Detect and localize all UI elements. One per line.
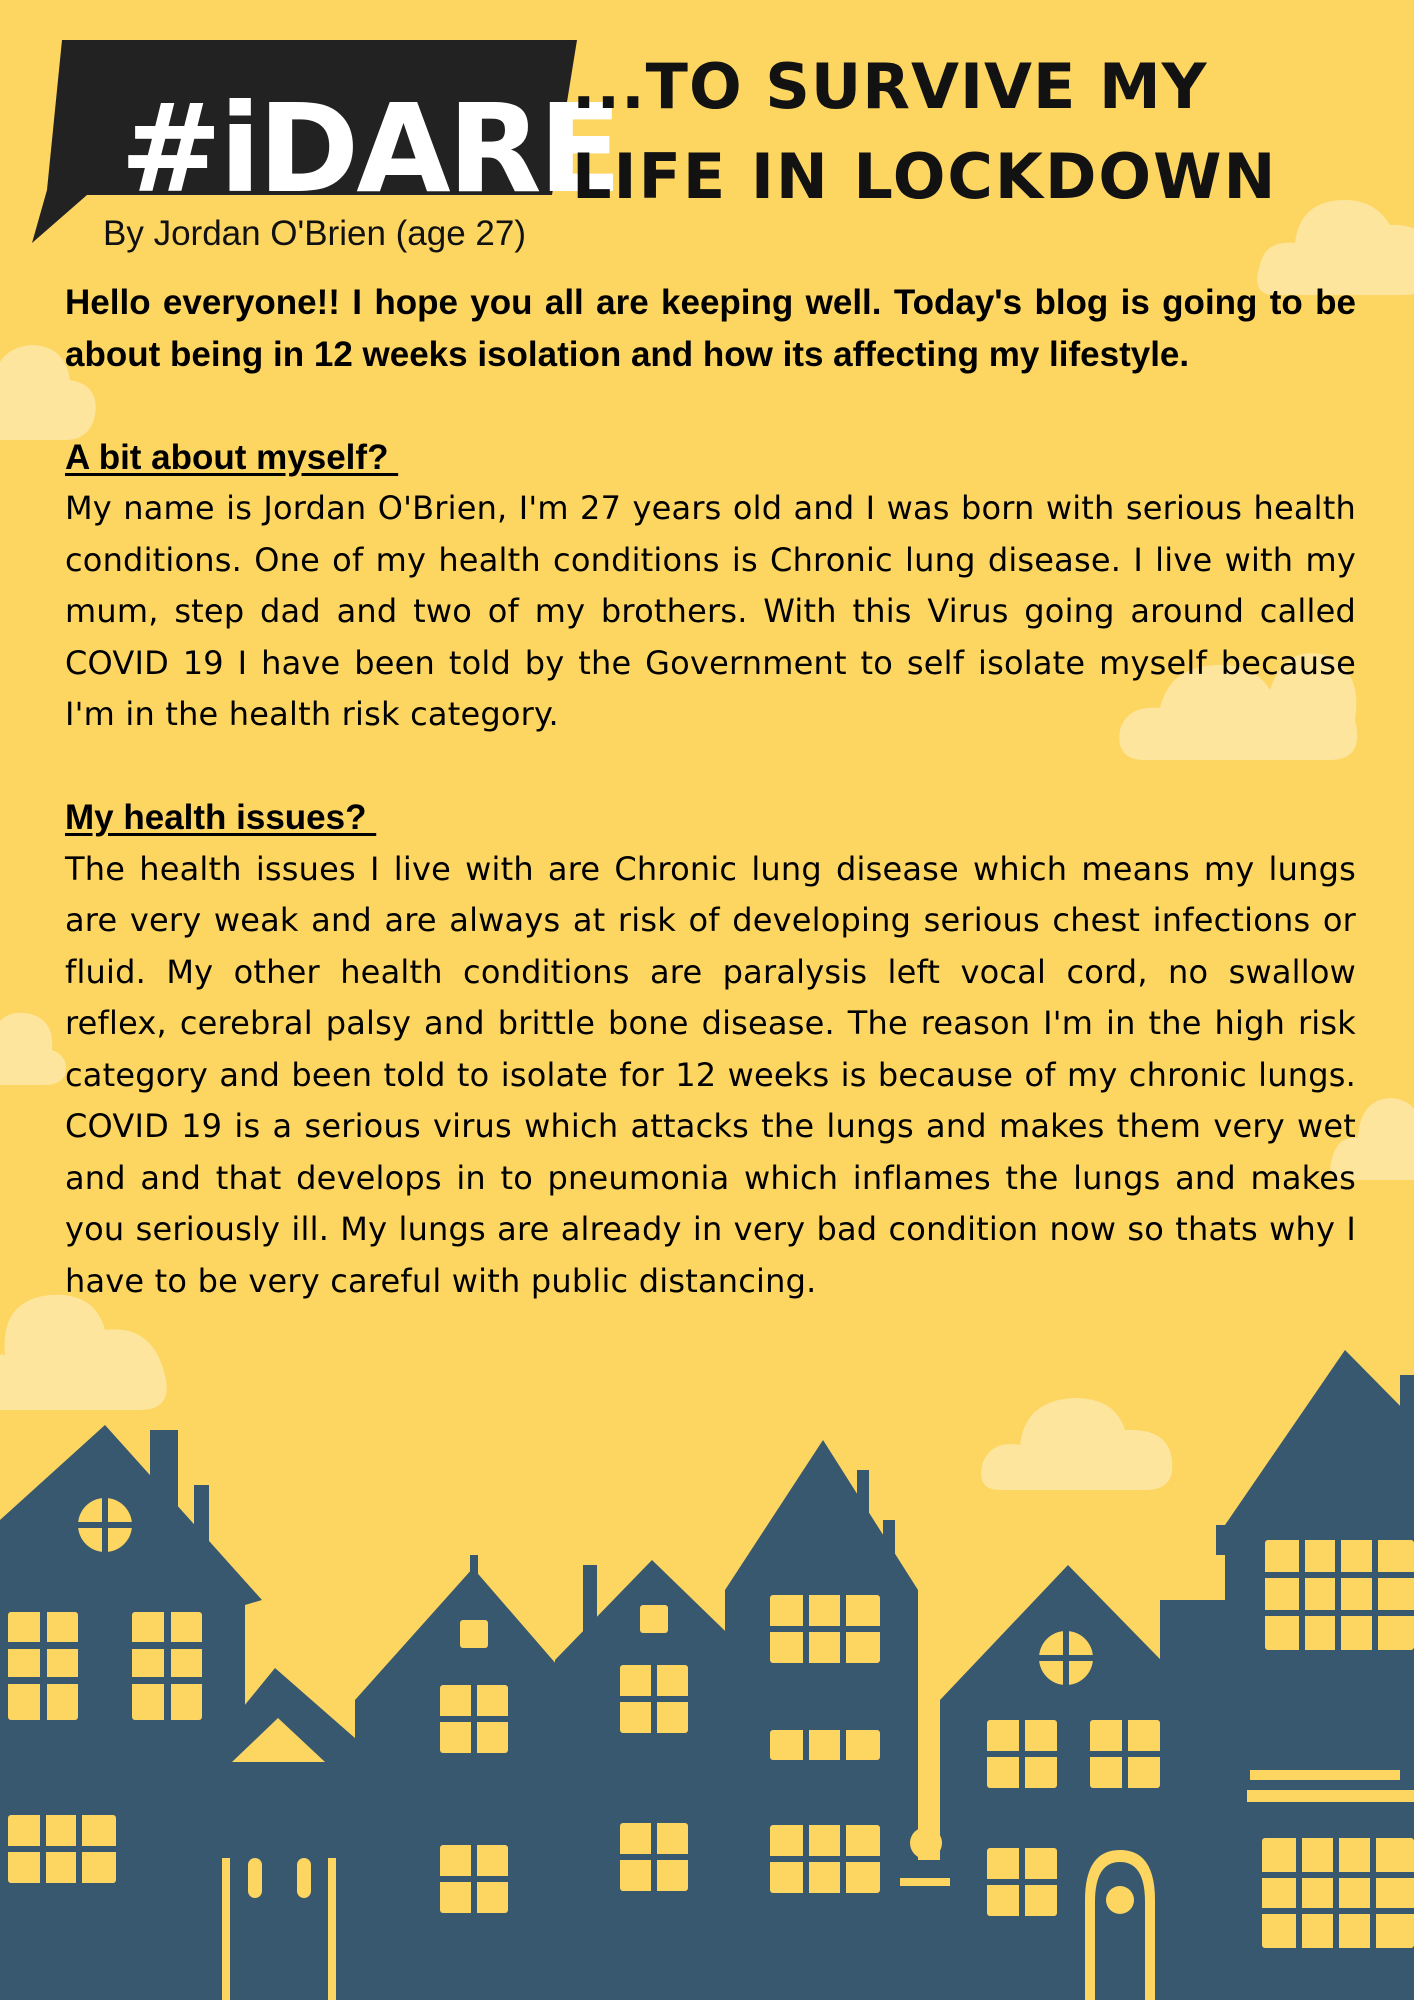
cloud-icon <box>0 975 70 1095</box>
section-heading-health: My health issues? <box>65 798 377 837</box>
headline-line-2: LIFE IN LOCKDOWN <box>572 140 1278 213</box>
town-skyline-illustration <box>0 1340 1414 2000</box>
section-heading-about: A bit about myself? <box>65 437 399 477</box>
logo-text: #iDARE <box>120 78 620 220</box>
article-body <box>65 277 1356 1307</box>
section-body-about: My name is Jordan O'Brien, I'm 27 years old and I was born with serious health conditions. One of my health conditions is Chronic lung disease. I live with my mum, step dad and two of my brothers. With this Virus going around called COVID 19 I have been told by the Government to self isolate myself because I'm in the health risk category. <box>65 489 1356 733</box>
paragraph-spacer <box>65 741 1356 793</box>
paragraph-spacer <box>65 380 1356 432</box>
headline-line-1: ...TO SURVIVE MY <box>572 50 1208 123</box>
intro-paragraph: Hello everyone!! I hope you all are keeping well. Today's blog is going to be about being in 12 weeks isolation and how its affecting my lifestyle. <box>65 283 1356 374</box>
section-body-health: The health issues I live with are Chronic lung disease which means my lungs are very weak and are always at risk of developing serious chest infections or fluid. My other health conditions are paralysis left vocal cord, no swallow reflex, cerebral palsy and brittle bone disease. The reason I'm in the high risk category and been told to isolate for 12 weeks is because of my chronic lungs. COVID 19 is a serious virus which attacks the lungs and makes them very wet and and that develops in to pneumonia which inflames the lungs and makes you seriously ill. My lungs are already in very bad condition now so thats why I have to be very careful with public distancing. <box>65 849 1356 1300</box>
byline: By Jordan O'Brien (age 27) <box>103 214 527 253</box>
